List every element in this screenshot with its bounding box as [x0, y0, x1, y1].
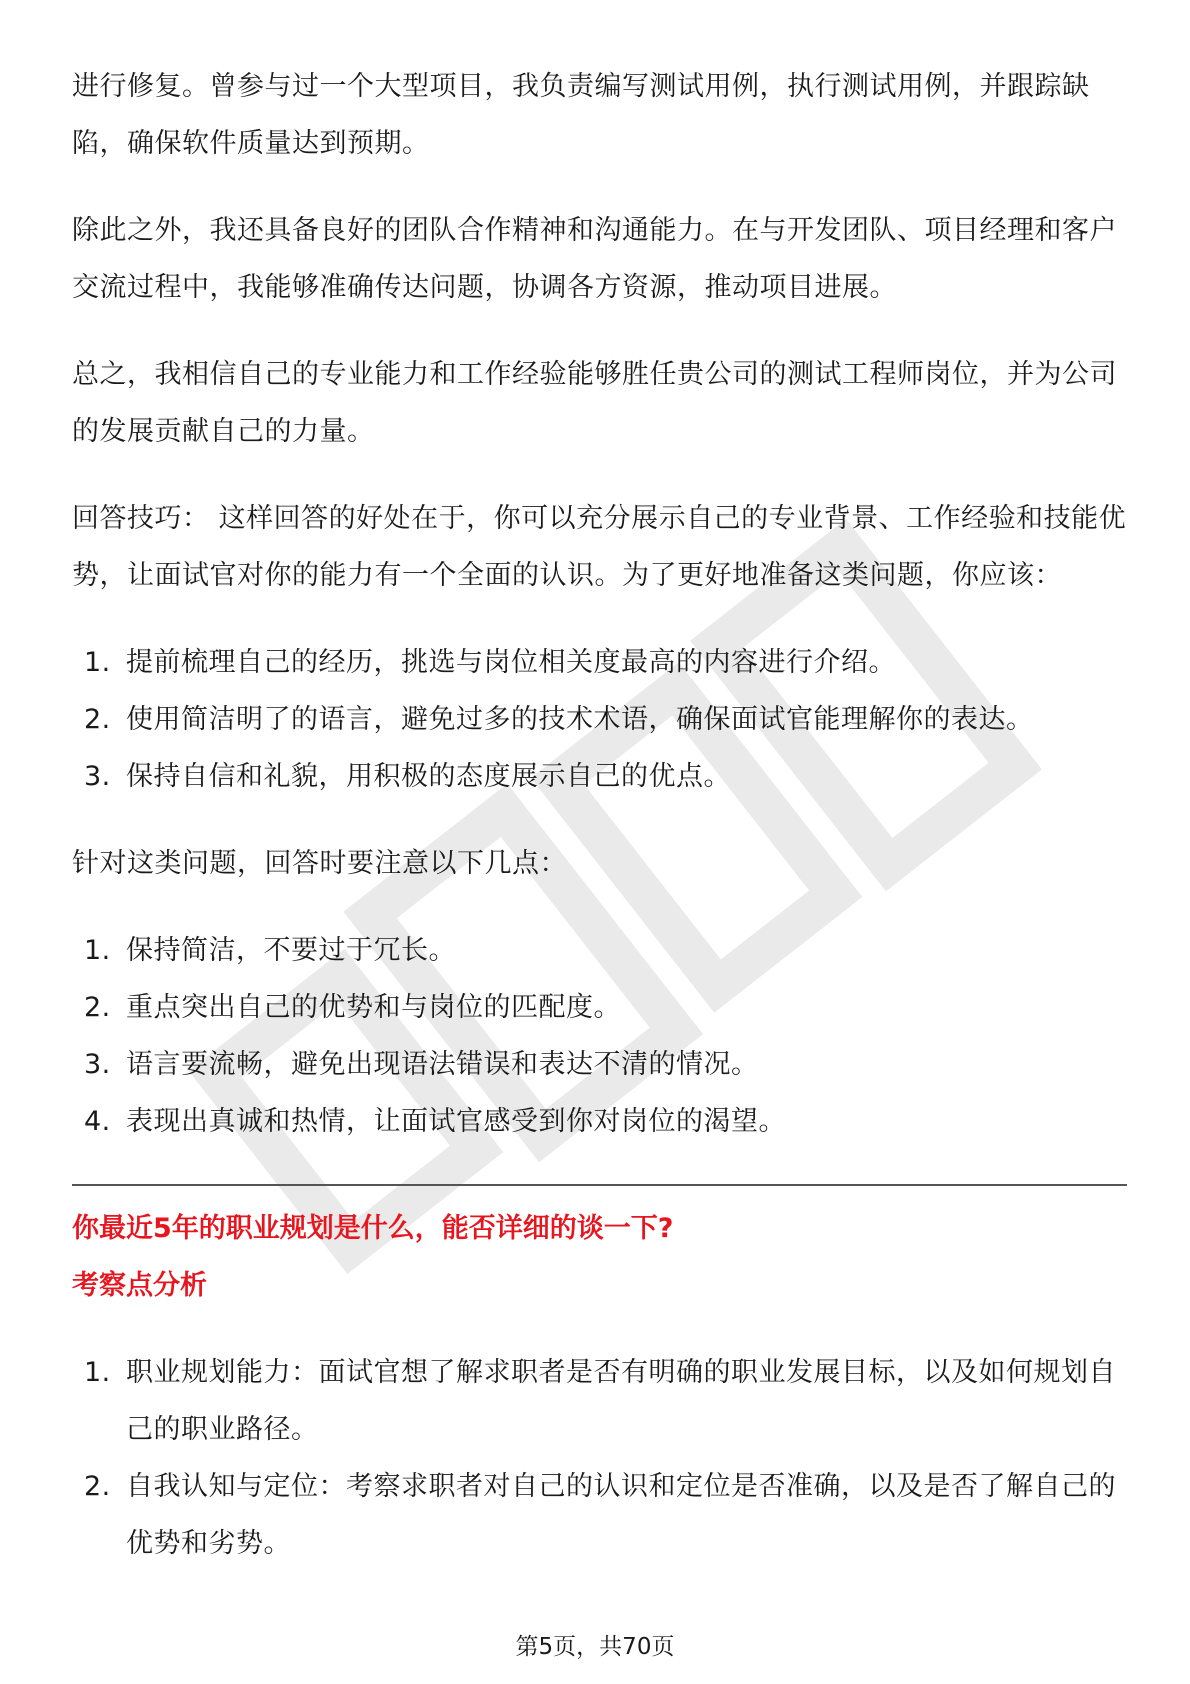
list-item	[72, 922, 1127, 979]
paragraph-3: 总之，我相信自己的专业能力和工作经验能够胜任贵公司的测试工程师岗位，并为公司的发展贡献自己的力量。	[72, 359, 1117, 447]
list-number: 3.	[84, 761, 111, 792]
notes-list	[72, 922, 1127, 1150]
list-number: 4.	[84, 1106, 111, 1137]
list-item	[72, 634, 1127, 691]
analysis-heading: 考察点分析	[72, 1270, 207, 1301]
list-number: 1.	[84, 647, 111, 678]
document-page	[72, 58, 1127, 1572]
paragraph-answer-tips: 回答技巧： 这样回答的好处在于，你可以充分展示自己的专业背景、工作经验和技能优势，让面试官对你的能力有一个全面的认识。为了更好地准备这类问题，你应该：	[72, 503, 1127, 591]
list-text: 重点突出自己的优势和与岗位的匹配度。	[126, 992, 621, 1023]
page-number-footer: 第5页，共70页	[515, 1634, 675, 1660]
list-item	[72, 979, 1127, 1036]
list-number: 2.	[84, 992, 111, 1023]
list-item	[72, 691, 1127, 748]
list-number: 2.	[84, 1471, 111, 1502]
list-text: 使用简洁明了的语言，避免过多的技术术语，确保面试官能理解你的表达。	[126, 704, 1034, 735]
question-heading: 你最近5年的职业规划是什么，能否详细的谈一下?	[72, 1213, 674, 1244]
list-text: 职业规划能力：面试官想了解求职者是否有明确的职业发展目标，以及如何规划自己的职业路径。	[126, 1357, 1116, 1445]
preparation-list	[72, 634, 1127, 805]
paragraph-2: 除此之外，我还具备良好的团队合作精神和沟通能力。在与开发团队、项目经理和客户交流过程中，我能够准确传达问题，协调各方资源，推动项目进展。	[72, 215, 1117, 303]
list-number: 3.	[84, 1049, 111, 1080]
list-number: 1.	[84, 1357, 111, 1388]
list-text: 保持自信和礼貌，用积极的态度展示自己的优点。	[126, 761, 731, 792]
list-item	[72, 1036, 1127, 1093]
list-item	[72, 748, 1127, 805]
list-text: 语言要流畅，避免出现语法错误和表达不清的情况。	[126, 1049, 759, 1080]
list-text: 表现出真诚和热情，让面试官感受到你对岗位的渴望。	[126, 1106, 786, 1137]
list-item	[72, 1093, 1127, 1150]
list-item	[72, 1344, 1127, 1458]
paragraph-1: 进行修复。曾参与过一个大型项目，我负责编写测试用例，执行测试用例，并跟踪缺陷，确保软件质量达到预期。	[72, 71, 1090, 159]
list-item	[72, 1458, 1127, 1572]
list-number: 1.	[84, 935, 111, 966]
list-text: 保持简洁，不要过于冗长。	[126, 935, 456, 966]
paragraph-notes-intro: 针对这类问题，回答时要注意以下几点：	[72, 848, 567, 879]
analysis-list	[72, 1344, 1127, 1572]
list-number: 2.	[84, 704, 111, 735]
list-text: 自我认知与定位：考察求职者对自己的认识和定位是否准确，以及是否了解自己的优势和劣势。	[126, 1471, 1116, 1559]
list-text: 提前梳理自己的经历，挑选与岗位相关度最高的内容进行介绍。	[126, 647, 896, 678]
